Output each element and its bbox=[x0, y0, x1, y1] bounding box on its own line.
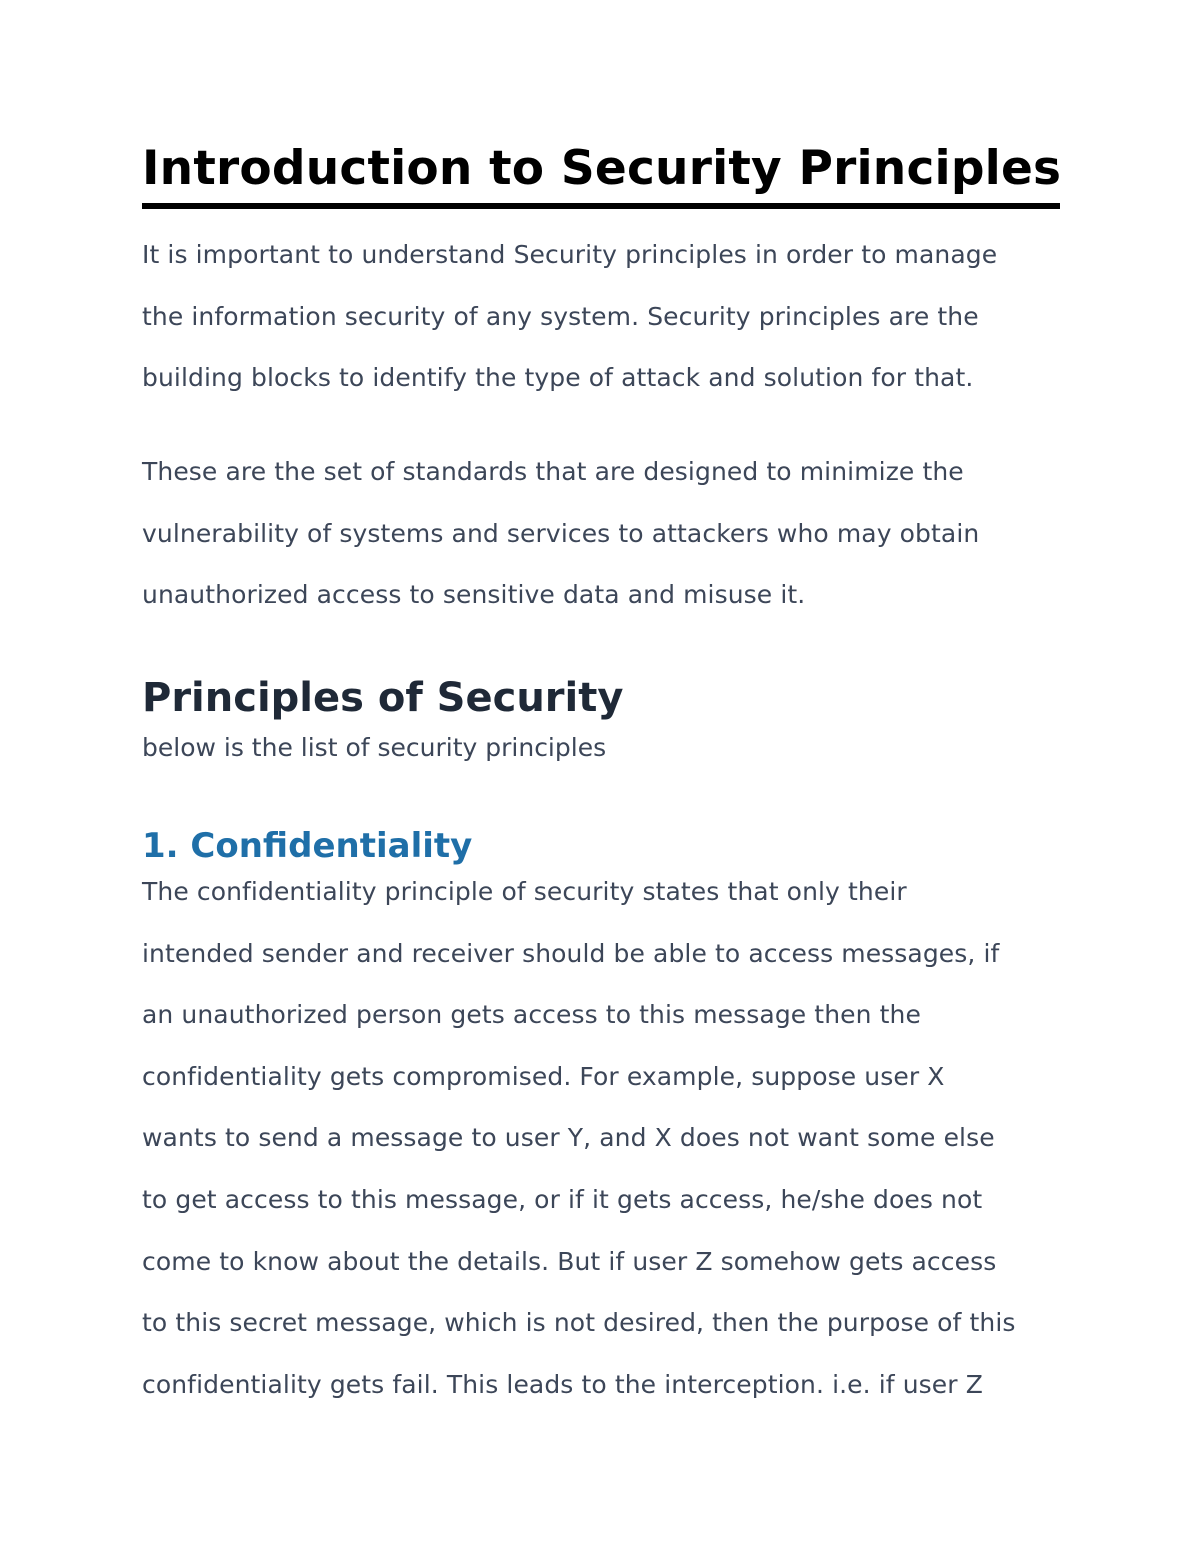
paragraph-line: to this secret message, which is not desired, then the purpose of this bbox=[142, 1308, 1016, 1338]
paragraph-line: The confidentiality principle of security states that only their bbox=[142, 877, 907, 906]
paragraph-line: an unauthorized person gets access to this message then the bbox=[142, 1000, 921, 1030]
page-title: Introduction to Security Principles bbox=[142, 141, 1062, 196]
paragraph-line: building blocks to identify the type of attack and solution for that. bbox=[142, 363, 974, 393]
paragraph-line: vulnerability of systems and services to attackers who may obtain bbox=[142, 518, 980, 548]
paragraph-line: intended sender and receiver should be able to access messages, if bbox=[142, 938, 1000, 968]
paragraph-line: to get access to this message, or if it gets access, he/she does not bbox=[142, 1184, 983, 1214]
paragraph-line: come to know about the details. But if user Z somehow gets access bbox=[142, 1246, 997, 1276]
paragraph-line: confidentiality gets compromised. For example, suppose user X bbox=[142, 1061, 945, 1091]
section-subtitle: below is the list of security principles bbox=[142, 733, 607, 762]
title-underline-divider bbox=[142, 203, 1060, 209]
paragraph-line: confidentiality gets fail. This leads to the interception. i.e. if user Z bbox=[142, 1369, 983, 1399]
paragraph-line: the information security of any system. Security principles are the bbox=[142, 301, 979, 331]
paragraph-line: These are the set of standards that are designed to minimize the bbox=[142, 457, 964, 486]
paragraph-line: wants to send a message to user Y, and X does not want some else bbox=[142, 1123, 995, 1153]
confidentiality-paragraph bbox=[142, 861, 1060, 1415]
subsection-heading-confidentiality: 1. Confidentiality bbox=[142, 826, 473, 866]
paragraph-line: unauthorized access to sensitive data and misuse it. bbox=[142, 580, 806, 610]
intro-paragraph-1 bbox=[142, 224, 1060, 409]
section-heading: Principles of Security bbox=[142, 675, 624, 721]
paragraph-line: It is important to understand Security principles in order to manage bbox=[142, 240, 998, 269]
intro-paragraph-2 bbox=[142, 441, 1060, 626]
